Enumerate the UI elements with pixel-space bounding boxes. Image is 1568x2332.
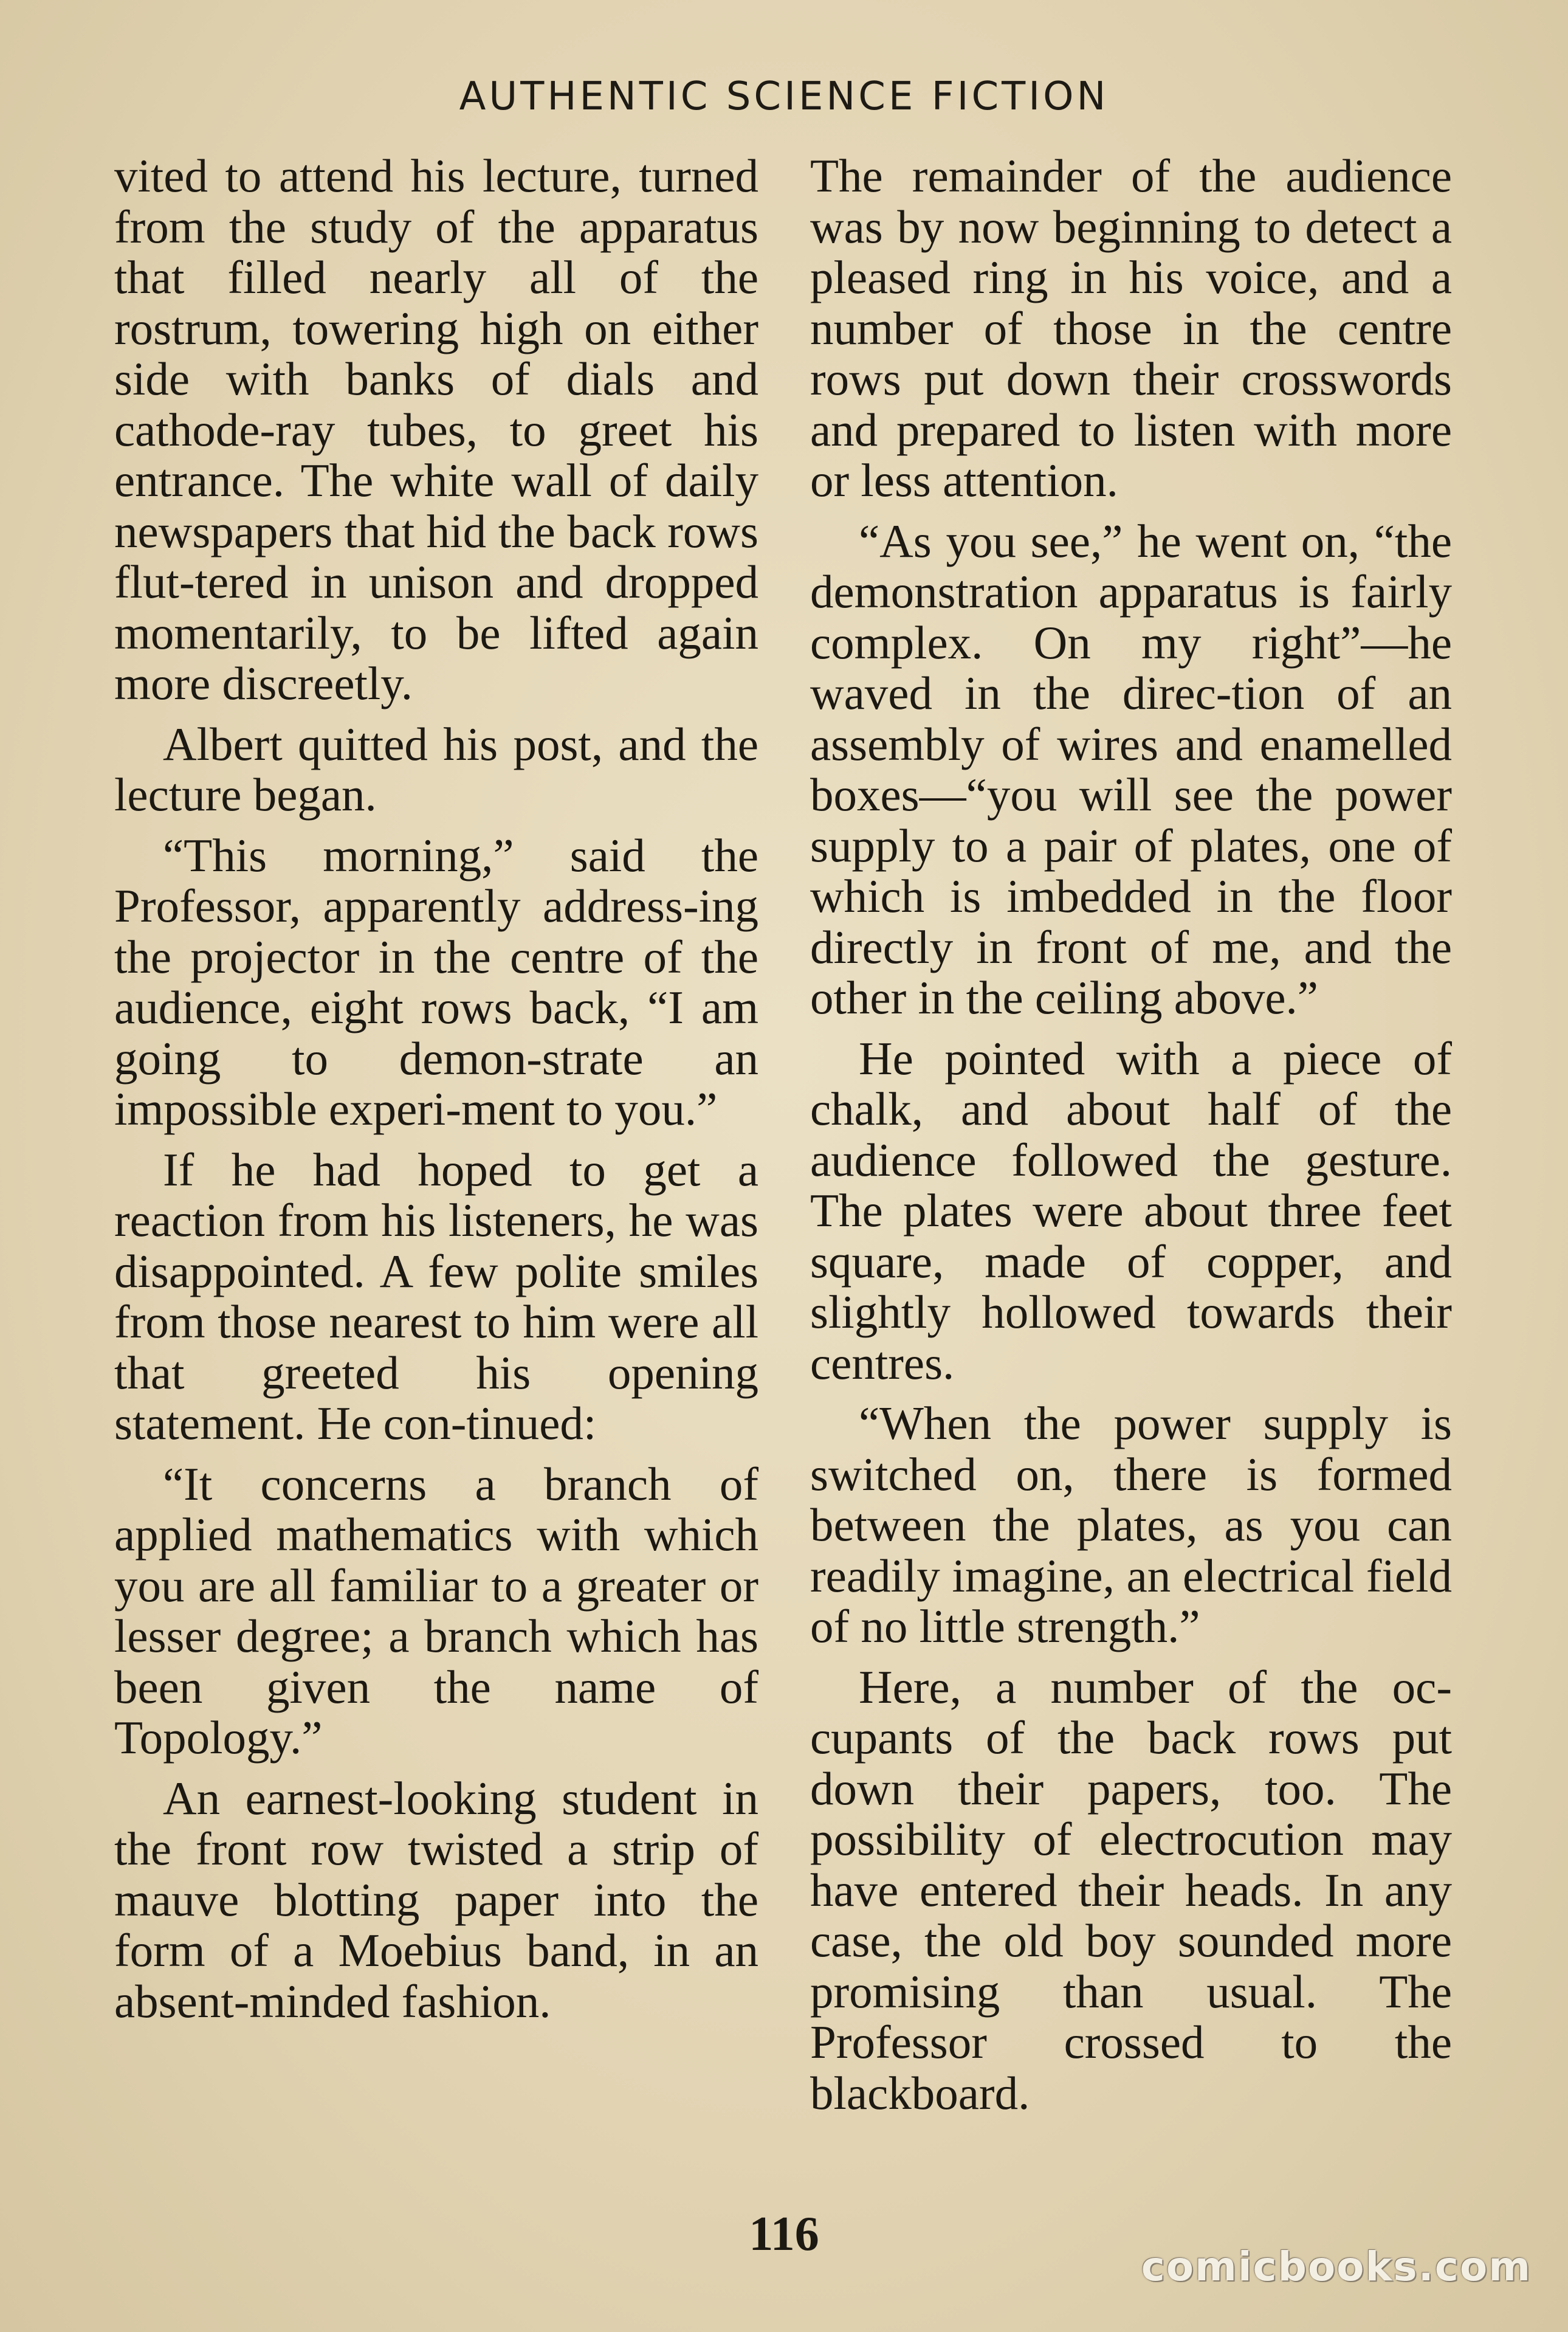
paragraph: The remainder of the audience was by now beginning to detect a pleased ring in his voice, and a number of those in the centre rows put down their crosswords and prepared to listen with more or less attention. bbox=[810, 150, 1452, 506]
page-number: 116 bbox=[749, 2207, 819, 2261]
watermark: comicbooks.com bbox=[1141, 2243, 1532, 2290]
paragraph: He pointed with a piece of chalk, and about half of the audience followed the gesture. The plates were about three feet square, made of copper, and slightly hollowed towards their centres. bbox=[810, 1032, 1452, 1389]
paragraph: Albert quitted his post, and the lecture began. bbox=[114, 717, 758, 821]
left-column bbox=[114, 151, 758, 2037]
paragraph: Here, a number of the oc-cupants of the back rows put down their papers, too. The possibility of electrocution may have entered their heads. In any case, the old boy sounded more promising than usual. The Professor crossed to the blackboard. bbox=[810, 1660, 1452, 2119]
right-column bbox=[810, 151, 1452, 2128]
paragraph: “This morning,” said the Professor, apparently address-ing the projector in the centre of the audience, eight rows back, “I am going to demon-strate an impossible experi-ment to you.” bbox=[114, 829, 758, 1135]
paragraph: “When the power supply is switched on, there is formed between the plates, as you can readily imagine, an electrical field of no little strength.” bbox=[810, 1397, 1452, 1652]
paragraph: “As you see,” he went on, “the demonstration apparatus is fairly complex. On my right”—he waved in the direc-tion of an assembly of wires and enamelled boxes—“you will see the power supply to a pair of plates, one of which is imbedded in the floor directly in front of me, and the other in the ceiling above.” bbox=[810, 514, 1452, 1024]
paragraph: “It concerns a branch of applied mathematics with which you are all familiar to a greater or lesser degree; a branch which has been given the name of Topology.” bbox=[114, 1457, 758, 1764]
paragraph: If he had hoped to get a reaction from his listeners, he was disappointed. A few polite smiles from those nearest to him were all that greeted his opening statement. He con-tinued: bbox=[114, 1143, 758, 1449]
paragraph: An earnest-looking student in the front row twisted a strip of mauve blotting paper into the form of a Moebius band, in an absent-minded fashion. bbox=[114, 1771, 758, 2027]
paragraph: vited to attend his lecture, turned from the study of the apparatus that filled nearly all of the rostrum, towering high on either side with banks of dials and cathode-ray tubes, to greet his entrance. The white wall of daily newspapers that hid the back rows flut-tered in unison and dropped momentarily, to be lifted again more discreetly. bbox=[114, 150, 758, 709]
running-title: AUTHENTIC SCIENCE FICTION bbox=[459, 74, 1109, 119]
